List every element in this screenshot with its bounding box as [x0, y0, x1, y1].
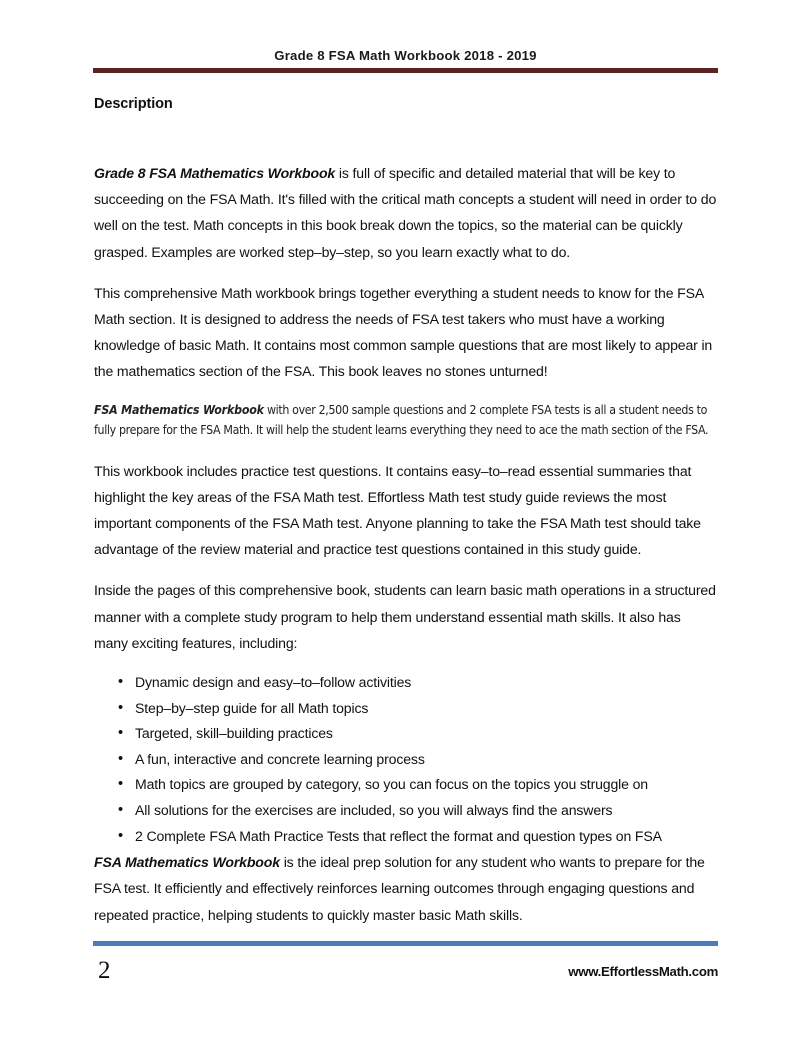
feature-list — [94, 670, 718, 849]
paragraph-4: This workbook includes practice test questions. It contains easy–to–read essential summaries that highlight the key areas of the FSA Math test. Effortless Math test study guide reviews the most important components of the FSA Math test. Anyone planning to take the FSA Math test should take advantage of the review material and practice test questions contained in this study guide. — [94, 462, 701, 558]
paragraph-6-lead: FSA Mathematics Workbook — [94, 854, 280, 871]
paragraph-1 — [94, 160, 718, 265]
list-item — [94, 670, 718, 696]
list-item — [94, 824, 718, 850]
section-heading-description: Description — [94, 96, 173, 112]
list-item-label: 2 Complete FSA Math Practice Tests that reflect the format and question types on FSA — [135, 827, 662, 844]
paragraph-5: Inside the pages of this comprehensive book, students can learn basic math operations in a structured manner with a complete study program to help them understand essential math skills. It also has many exciting features, including: — [94, 582, 716, 651]
bullet-icon: • — [118, 827, 123, 844]
bullet-icon: • — [118, 674, 123, 691]
list-item-label: Math topics are grouped by category, so you can focus on the topics you struggle on — [135, 776, 648, 793]
bullet-icon: • — [118, 802, 123, 819]
footer-row — [93, 946, 718, 992]
list-item — [94, 747, 718, 773]
document-body — [94, 160, 718, 943]
list-item — [94, 772, 718, 798]
list-item-label: Step–by–step guide for all Math topics — [135, 699, 369, 716]
list-item — [94, 721, 718, 747]
paragraph-1-lead: Grade 8 FSA Mathematics Workbook — [94, 165, 336, 181]
paragraph-6 — [94, 849, 718, 928]
paragraph-1-text: is full of specific and detailed material that will be key to succeeding on the FSA Math. It's filled with the critical math concepts a student will need in order to do well on the test. Math concepts in this book break down the topics, so the material can be quickly grasped. Examples are worked step–by–step, so you learn exactly what to do. — [94, 165, 717, 260]
paragraph-3-text: with over 2,500 sample questions and 2 complete FSA tests is all a student needs to fully prepare for the FSA Math. It will help the student learns everything they need to ace the math section of the FSA. — [94, 402, 709, 438]
list-item — [94, 696, 718, 722]
bullet-icon: • — [118, 776, 123, 793]
header-divider — [93, 68, 718, 73]
paragraph-3 — [94, 400, 718, 441]
list-item-label: Dynamic design and easy–to–follow activities — [135, 674, 412, 691]
list-item — [94, 798, 718, 824]
page-header — [93, 48, 718, 73]
page-number: 2 — [98, 957, 111, 984]
list-item-label: A fun, interactive and concrete learning process — [135, 750, 425, 767]
page-footer — [93, 941, 718, 992]
list-item-label: Targeted, skill–building practices — [135, 725, 333, 742]
paragraph-3-lead: FSA Mathematics Workbook — [94, 402, 264, 417]
bullet-icon: • — [118, 725, 123, 742]
paragraph-2: This comprehensive Math workbook brings together everything a student needs to know for the FSA Math section. It is designed to address the needs of FSA test takers who must have a working knowledge of basic Math. It contains most common sample questions that are most likely to appear in the mathematics section of the FSA. This book leaves no stones unturned! — [94, 284, 713, 380]
list-item-label: All solutions for the exercises are included, so you will always find the answers — [135, 802, 613, 819]
site-url[interactable]: www.EffortlessMath.com — [568, 964, 718, 979]
paragraph-6-text: is the ideal prep solution for any student who wants to prepare for the FSA test. It efficiently and effectively reinforces learning outcomes through engaging questions and repeated practice, helping students to quickly master basic Math skills. — [94, 854, 705, 923]
bullet-icon: • — [118, 699, 123, 716]
bullet-icon: • — [118, 750, 123, 767]
header-title: Grade 8 FSA Math Workbook 2018 - 2019 — [274, 48, 537, 63]
